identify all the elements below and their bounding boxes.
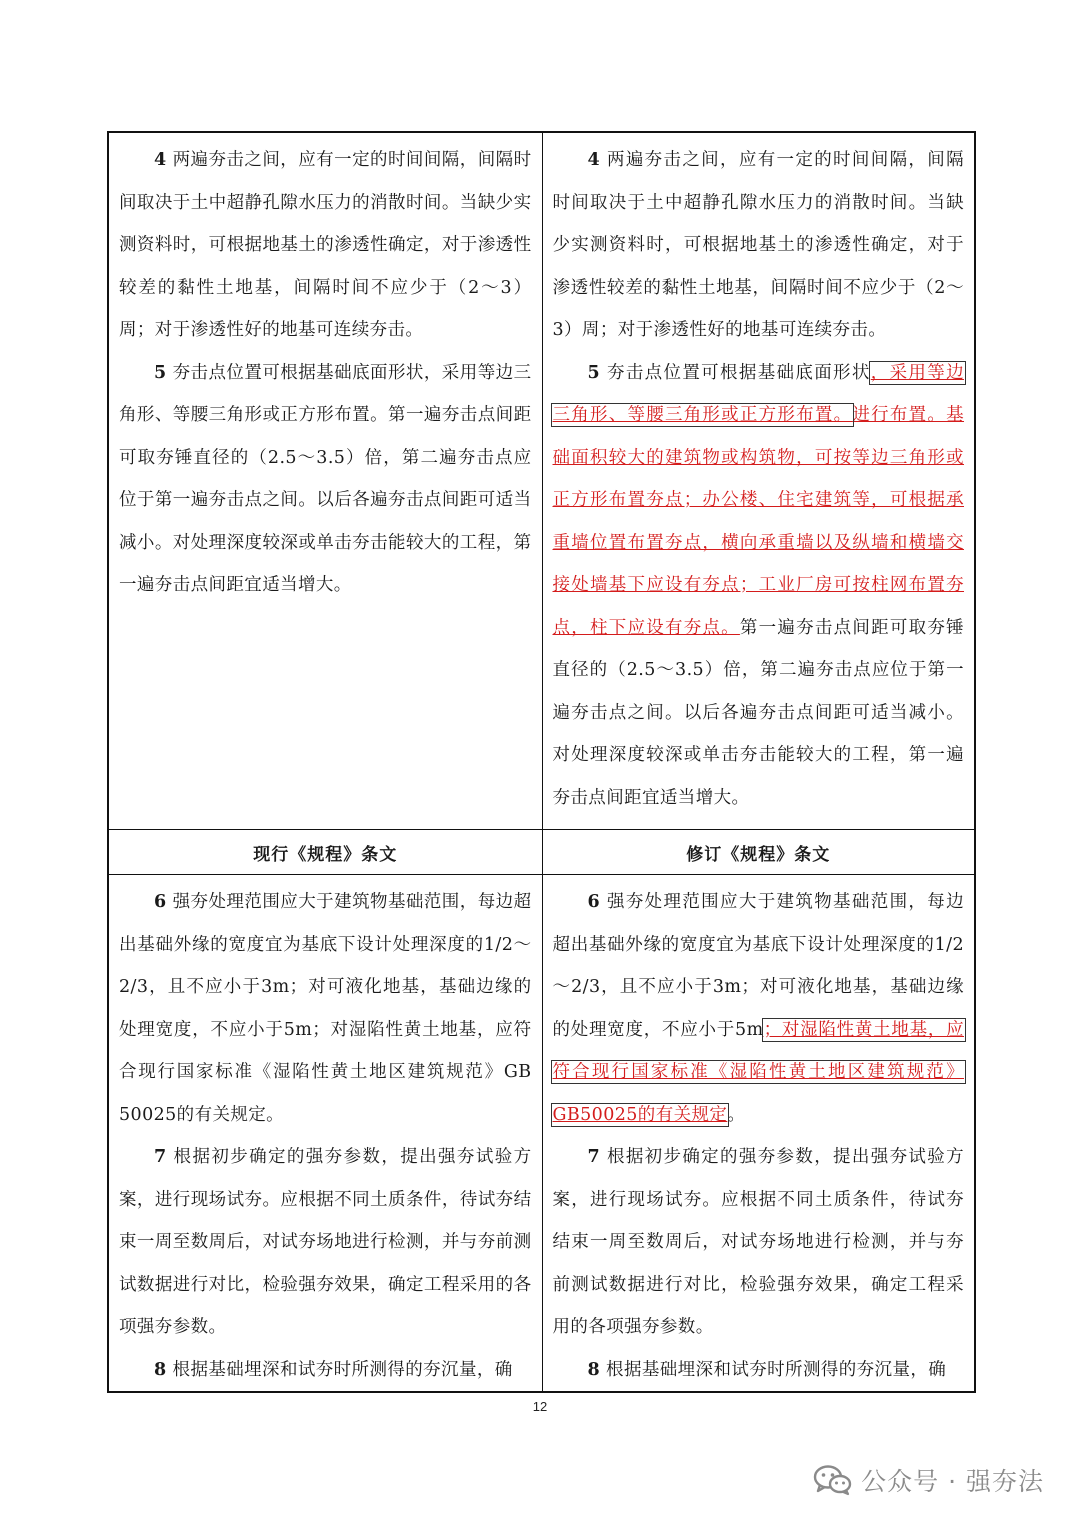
clause-7-revised: 7 根据初步确定的强夯参数，提出强夯试验方案，进行现场试夯。应根据不同土质条件，待试夯结束一周至数周后，对试夯场地进行检测，并与夯前测试数据进行对比，检验强夯效果，确定工程采用的各项强夯参数。 [552,1147,964,1337]
clause-8-current: 8 根据基础埋深和试夯时所测得的夯沉量，确 [154,1359,513,1380]
clause-5-revised: 5 夯击点位置可根据基础底面形状，采用等边三角形、等腰三角形或正方形布置。进行布置。基础面积较大的建筑物或构筑物，可按等边三角形或正方形布置夯点；办公楼、住宅建筑等，可根据承重墙位置布置夯点，横向承重墙以及纵墙和横墙交接处墙基下应设有夯点；工业厂房可按柱网布置夯点，柱下应设有夯点。第一遍夯击点间距可取夯锤直径的（2.5～3.5）倍，第二遍夯击点应位于第一遍夯击点之间。以后各遍夯击点间距可适当减小。对处理深度较深或单击夯击能较大的工程，第一遍夯击点间距宜适当增大。 [552,362,964,808]
page-number: 12 [532,1399,548,1414]
revised-clause-cell [542,875,975,1393]
added-text: 进行布置。基础面积较大的建筑物或构筑物，可按等边三角形或正方形布置夯点；办公楼、住宅建筑等，可根据承重墙位置布置夯点，横向承重墙以及纵墙和横墙交接处墙基下应设有夯点；工业厂房可按柱网布置夯点，柱下应设有夯点。 [552,405,964,638]
current-clause-cell [108,875,542,1393]
clause-4-revised: 4 两遍夯击之间，应有一定的时间间隔，间隔时间取决于土中超静孔隙水压力的消散时间。当缺少实测资料时，可根据地基土的渗透性确定，对于渗透性较差的黏性土地基，间隔时间不应少于（2～3）周；对于渗透性好的地基可连续夯击。 [552,150,964,340]
watermark [813,1462,1044,1498]
header-current: 现行《规程》条文 [108,830,542,875]
clause-7-current: 7 根据初步确定的强夯参数，提出强夯试验方案，进行现场试夯。应根据不同土质条件，待试夯结束一周至数周后，对试夯场地进行检测，并与夯前测试数据进行对比，检验强夯效果，确定工程采用的各项强夯参数。 [119,1147,532,1337]
deleted-text-box: ，采用等边三角形、等腰三角形或正方形布置。 [552,362,964,425]
clause-8-revised: 8 根据基础埋深和试夯时所测得的夯沉量，确 [587,1359,947,1380]
revised-clause-cell [542,132,975,830]
header-revised: 修订《规程》条文 [542,830,975,875]
wechat-icon [813,1464,853,1496]
current-clause-cell [108,132,542,830]
table-row [108,875,975,1393]
clause-6-revised: 6 强夯处理范围应大于建筑物基础范围，每边超出基础外缘的宽度宜为基底下设计处理深度的1/2～2/3，且不应小于3m；对可液化地基，基础边缘的处理宽度，不应小于5m；对湿陷性黄土地基，应符合现行国家标准《湿陷性黄土地区建筑规范》GB50025的有关规定。 [552,892,964,1125]
table-row [108,132,975,830]
clause-4-current: 4 两遍夯击之间，应有一定的时间间隔，间隔时间取决于土中超静孔隙水压力的消散时间。当缺少实测资料时，可根据地基土的渗透性确定，对于渗透性较差的黏性土地基，间隔时间不应少于（2～3）周；对于渗透性好的地基可连续夯击。 [119,150,532,340]
table-header-row [108,830,975,875]
watermark-text: 公众号 · 强夯法 [861,1467,1044,1496]
clause-6-current: 6 强夯处理范围应大于建筑物基础范围，每边超出基础外缘的宽度宜为基底下设计处理深度的1/2～2/3，且不应小于3m；对可液化地基，基础边缘的处理宽度，不应小于5m；对湿陷性黄土地基，应符合现行国家标准《湿陷性黄土地区建筑规范》GB 50025的有关规定。 [119,892,532,1125]
added-text-box: ；对湿陷性黄土地基，应符合现行国家标准《湿陷性黄土地区建筑规范》GB50025的有关规定 [552,1019,964,1125]
clause-5-current: 5 夯击点位置可根据基础底面形状，采用等边三角形、等腰三角形或正方形布置。第一遍夯击点间距可取夯锤直径的（2.5～3.5）倍，第二遍夯击点应位于第一遍夯击点之间。以后各遍夯击点间距可适当减小。对处理深度较深或单击夯击能较大的工程，第一遍夯击点间距宜适当增大。 [119,362,532,595]
comparison-table [107,131,976,1393]
